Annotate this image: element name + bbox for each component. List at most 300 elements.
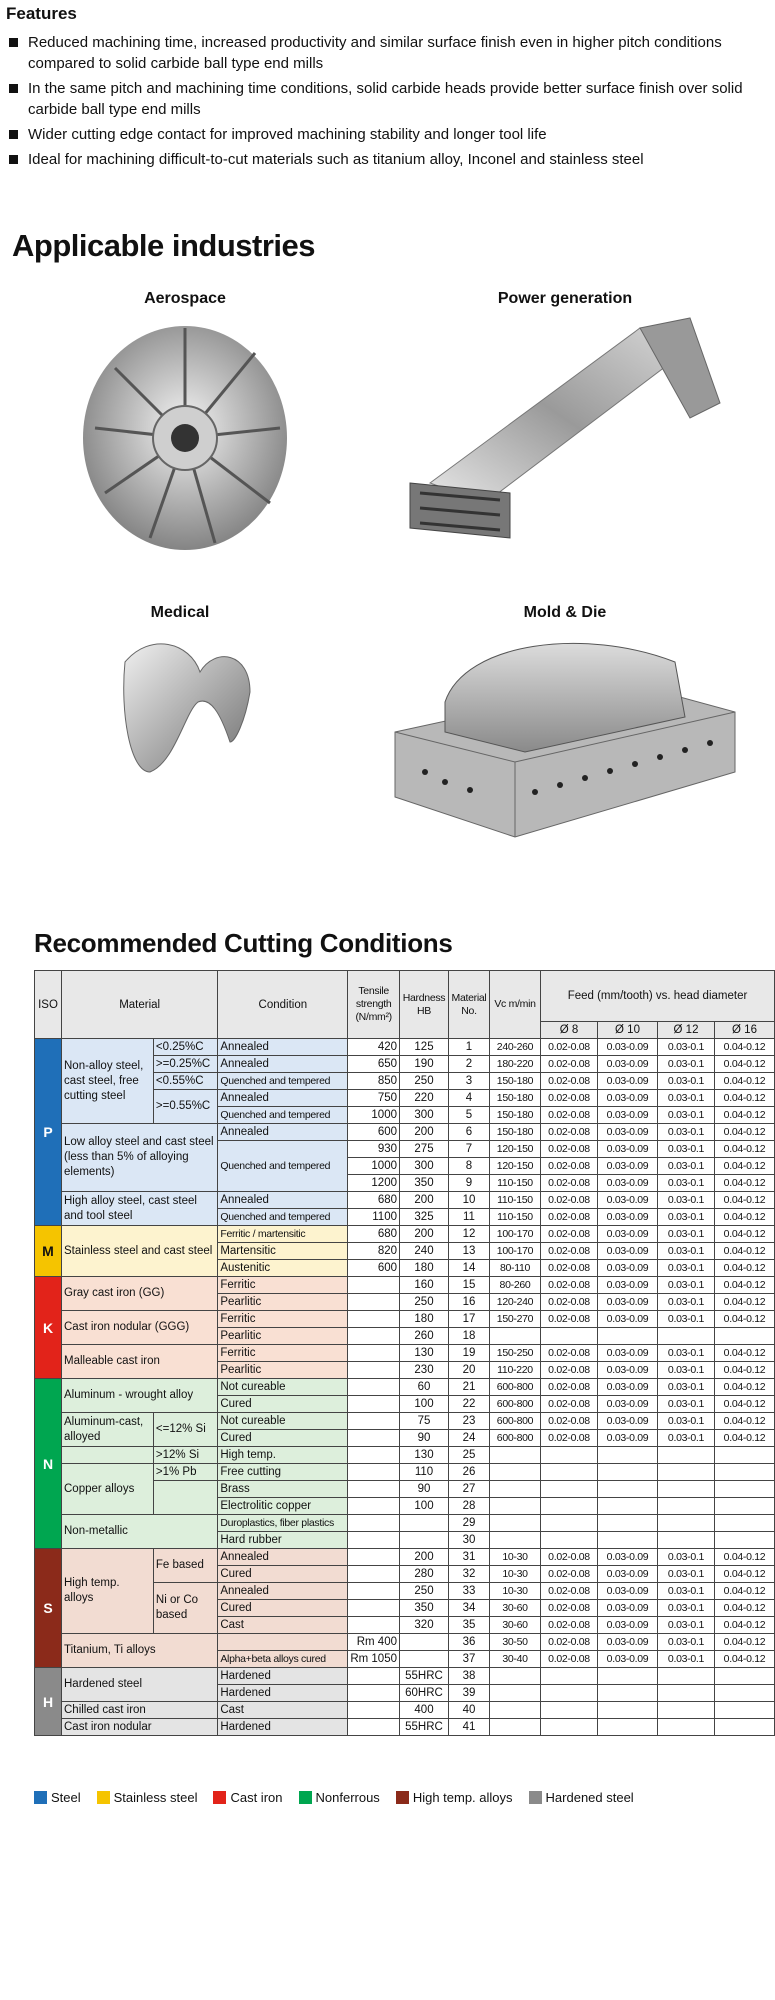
hardness-cell: 280 — [400, 1566, 449, 1583]
vc-cell: 120-240 — [490, 1294, 541, 1311]
material-subtype-cell: >12% Si — [153, 1447, 217, 1464]
legend-swatch — [213, 1791, 226, 1804]
industry-mold-die — [385, 604, 745, 852]
feed-d10-cell: 0.03-0.09 — [598, 1175, 658, 1192]
material-no-cell: 41 — [449, 1719, 490, 1736]
legend-item — [213, 1790, 282, 1805]
vc-cell: 600-800 — [490, 1396, 541, 1413]
condition-cell: Pearlitic — [218, 1328, 348, 1345]
table-row — [35, 1379, 775, 1396]
feed-d10-cell — [598, 1464, 658, 1481]
vc-cell: 110-220 — [490, 1362, 541, 1379]
feed-d12-cell: 0.03-0.1 — [658, 1124, 715, 1141]
feed-d12-cell — [658, 1702, 715, 1719]
feed-d16-cell — [715, 1481, 775, 1498]
material-cell: Titanium, Ti alloys — [62, 1634, 218, 1668]
table-body — [35, 1039, 775, 1736]
hardness-cell: 125 — [400, 1039, 449, 1056]
legend-swatch — [529, 1791, 542, 1804]
feed-d12-cell: 0.03-0.1 — [658, 1430, 715, 1447]
feed-d12-cell: 0.03-0.1 — [658, 1277, 715, 1294]
material-no-cell: 22 — [449, 1396, 490, 1413]
tensile-cell: 680 — [348, 1226, 400, 1243]
hardness-cell: 75 — [400, 1413, 449, 1430]
vc-cell: 240-260 — [490, 1039, 541, 1056]
material-cell: Malleable cast iron — [62, 1345, 218, 1379]
feed-d8-cell: 0.02-0.08 — [541, 1243, 598, 1260]
feed-d16-cell: 0.04-0.12 — [715, 1073, 775, 1090]
feed-d10-cell: 0.03-0.09 — [598, 1566, 658, 1583]
header-d12: Ø 12 — [658, 1022, 715, 1039]
table-row — [35, 1311, 775, 1328]
material-subtype-cell: <0.25%C — [153, 1039, 217, 1056]
feed-d10-cell: 0.03-0.09 — [598, 1345, 658, 1362]
feed-d16-cell: 0.04-0.12 — [715, 1600, 775, 1617]
tensile-cell — [348, 1277, 400, 1294]
tensile-cell: 680 — [348, 1192, 400, 1209]
feed-d16-cell: 0.04-0.12 — [715, 1260, 775, 1277]
material-subtype-cell: Fe based — [153, 1549, 217, 1583]
legend-label: Stainless steel — [113, 1790, 198, 1805]
hardness-cell: 190 — [400, 1056, 449, 1073]
table-row — [35, 1668, 775, 1685]
material-no-cell: 27 — [449, 1481, 490, 1498]
feed-d8-cell — [541, 1447, 598, 1464]
material-subtype-cell: >1% Pb — [153, 1464, 217, 1481]
feed-d10-cell: 0.03-0.09 — [598, 1651, 658, 1668]
feed-d12-cell: 0.03-0.1 — [658, 1566, 715, 1583]
feed-d12-cell: 0.03-0.1 — [658, 1634, 715, 1651]
condition-cell: Cured — [218, 1600, 348, 1617]
condition-cell: Ferritic — [218, 1311, 348, 1328]
vc-cell — [490, 1481, 541, 1498]
feed-d10-cell — [598, 1447, 658, 1464]
industry-aerospace — [70, 290, 300, 568]
feed-d10-cell: 0.03-0.09 — [598, 1413, 658, 1430]
vc-cell: 600-800 — [490, 1379, 541, 1396]
hardness-cell: 180 — [400, 1260, 449, 1277]
feed-d10-cell: 0.03-0.09 — [598, 1549, 658, 1566]
tensile-cell — [348, 1294, 400, 1311]
feed-d10-cell: 0.03-0.09 — [598, 1379, 658, 1396]
condition-cell: Brass — [218, 1481, 348, 1498]
condition-cell: Not cureable — [218, 1379, 348, 1396]
tensile-cell: Rm 400 — [348, 1634, 400, 1651]
condition-cell: Electrolitic copper — [218, 1498, 348, 1515]
feed-d12-cell: 0.03-0.1 — [658, 1549, 715, 1566]
material-no-cell: 31 — [449, 1549, 490, 1566]
feed-d8-cell: 0.02-0.08 — [541, 1124, 598, 1141]
feed-d8-cell — [541, 1498, 598, 1515]
feed-d8-cell — [541, 1481, 598, 1498]
header-hardness: Hardness HB — [400, 971, 449, 1039]
feed-d12-cell: 0.03-0.1 — [658, 1192, 715, 1209]
header-tensile: Tensile strength (N/mm²) — [348, 971, 400, 1039]
condition-cell: Alpha+beta alloys cured — [218, 1651, 348, 1668]
tensile-cell — [348, 1396, 400, 1413]
table-row — [35, 1702, 775, 1719]
vc-cell — [490, 1532, 541, 1549]
vc-cell: 600-800 — [490, 1430, 541, 1447]
feed-d8-cell — [541, 1464, 598, 1481]
material-no-cell: 26 — [449, 1464, 490, 1481]
material-subtype-cell: <=12% Si — [153, 1413, 217, 1447]
condition-cell: Not cureable — [218, 1413, 348, 1430]
condition-cell: Ferritic / martensitic — [218, 1226, 348, 1243]
tensile-cell — [348, 1362, 400, 1379]
condition-cell: Hardened — [218, 1719, 348, 1736]
feed-d16-cell — [715, 1702, 775, 1719]
feature-item: In the same pitch and machining time conditions, solid carbide heads provide better surface finish over solid carbide ball type end mills — [6, 78, 771, 120]
feed-d16-cell: 0.04-0.12 — [715, 1124, 775, 1141]
feed-d10-cell: 0.03-0.09 — [598, 1260, 658, 1277]
feed-d8-cell: 0.02-0.08 — [541, 1362, 598, 1379]
vc-cell: 180-220 — [490, 1056, 541, 1073]
material-no-cell: 23 — [449, 1413, 490, 1430]
feed-d16-cell: 0.04-0.12 — [715, 1396, 775, 1413]
industry-label: Mold & Die — [523, 604, 607, 621]
condition-cell: Pearlitic — [218, 1294, 348, 1311]
material-cell: Aluminum-cast, alloyed — [62, 1413, 154, 1447]
hardness-cell: 180 — [400, 1311, 449, 1328]
feed-d12-cell: 0.03-0.1 — [658, 1056, 715, 1073]
vc-cell: 110-150 — [490, 1192, 541, 1209]
material-subtype-cell: >=0.25%C — [153, 1056, 217, 1073]
feed-d10-cell — [598, 1719, 658, 1736]
feed-d12-cell — [658, 1515, 715, 1532]
feed-d8-cell — [541, 1702, 598, 1719]
condition-cell: Quenched and tempered — [218, 1141, 348, 1192]
feed-d12-cell: 0.03-0.1 — [658, 1379, 715, 1396]
feed-d16-cell: 0.04-0.12 — [715, 1107, 775, 1124]
feed-d8-cell: 0.02-0.08 — [541, 1277, 598, 1294]
table-row — [35, 1464, 775, 1481]
feed-d10-cell: 0.03-0.09 — [598, 1396, 658, 1413]
condition-cell: Hardened — [218, 1685, 348, 1702]
material-no-cell: 12 — [449, 1226, 490, 1243]
vc-cell: 80-260 — [490, 1277, 541, 1294]
features-list — [6, 32, 771, 170]
vc-cell — [490, 1447, 541, 1464]
material-no-cell: 8 — [449, 1158, 490, 1175]
material-no-cell: 38 — [449, 1668, 490, 1685]
material-no-cell: 5 — [449, 1107, 490, 1124]
condition-cell: Annealed — [218, 1056, 348, 1073]
hardness-cell: 55HRC — [400, 1668, 449, 1685]
legend-label: Nonferrous — [315, 1790, 380, 1805]
tensile-cell — [348, 1430, 400, 1447]
feed-d10-cell — [598, 1685, 658, 1702]
material-no-cell: 11 — [449, 1209, 490, 1226]
feed-d10-cell: 0.03-0.09 — [598, 1209, 658, 1226]
feed-d8-cell: 0.02-0.08 — [541, 1583, 598, 1600]
header-feed: Feed (mm/tooth) vs. head diameter — [541, 971, 775, 1022]
feed-d8-cell: 0.02-0.08 — [541, 1549, 598, 1566]
feed-d10-cell — [598, 1328, 658, 1345]
material-no-cell: 16 — [449, 1294, 490, 1311]
material-cell: Low alloy steel and cast steel (less than 5% of alloying elements) — [62, 1124, 218, 1192]
hardness-cell: 100 — [400, 1498, 449, 1515]
features-title: Features — [6, 4, 77, 23]
vc-cell: 150-180 — [490, 1107, 541, 1124]
feed-d8-cell: 0.02-0.08 — [541, 1600, 598, 1617]
condition-cell: Cast — [218, 1702, 348, 1719]
hardness-cell: 250 — [400, 1294, 449, 1311]
material-no-cell: 28 — [449, 1498, 490, 1515]
condition-cell: Free cutting — [218, 1464, 348, 1481]
vc-cell: 120-150 — [490, 1158, 541, 1175]
turbine-impeller-image — [75, 308, 295, 568]
condition-cell: Austenitic — [218, 1260, 348, 1277]
feed-d10-cell: 0.03-0.09 — [598, 1311, 658, 1328]
hardness-cell: 60HRC — [400, 1685, 449, 1702]
iso-group-cell: M — [35, 1226, 62, 1277]
feed-d8-cell: 0.02-0.08 — [541, 1379, 598, 1396]
feed-d16-cell — [715, 1498, 775, 1515]
industries-title: Applicable industries — [12, 228, 316, 263]
material-no-cell: 3 — [449, 1073, 490, 1090]
table-row — [35, 1549, 775, 1566]
vc-cell: 110-150 — [490, 1175, 541, 1192]
tensile-cell — [348, 1583, 400, 1600]
tensile-cell — [348, 1379, 400, 1396]
feed-d12-cell: 0.03-0.1 — [658, 1345, 715, 1362]
feed-d16-cell: 0.04-0.12 — [715, 1277, 775, 1294]
table-row — [35, 1345, 775, 1362]
feed-d16-cell: 0.04-0.12 — [715, 1311, 775, 1328]
tensile-cell — [348, 1311, 400, 1328]
condition-cell: Annealed — [218, 1583, 348, 1600]
feed-d16-cell: 0.04-0.12 — [715, 1209, 775, 1226]
hardness-cell — [400, 1634, 449, 1651]
material-no-cell: 9 — [449, 1175, 490, 1192]
material-no-cell: 36 — [449, 1634, 490, 1651]
material-cell: Cast iron nodular — [62, 1719, 218, 1736]
feed-d12-cell: 0.03-0.1 — [658, 1039, 715, 1056]
knee-implant-image — [80, 622, 280, 782]
tensile-cell: 850 — [348, 1073, 400, 1090]
industry-label: Medical — [150, 604, 210, 621]
material-subtype-cell — [153, 1481, 217, 1515]
table-row — [35, 1447, 775, 1464]
tensile-cell: 600 — [348, 1260, 400, 1277]
material-no-cell: 1 — [449, 1039, 490, 1056]
condition-cell: Annealed — [218, 1192, 348, 1209]
tensile-cell: 420 — [348, 1039, 400, 1056]
material-no-cell: 10 — [449, 1192, 490, 1209]
legend-item — [34, 1790, 81, 1805]
cutting-conditions-table — [34, 970, 775, 1736]
tensile-cell — [348, 1549, 400, 1566]
condition-cell: Quenched and tempered — [218, 1209, 348, 1226]
material-subtype-cell: Ni or Co based — [153, 1583, 217, 1634]
header-material: Material — [62, 971, 218, 1039]
tensile-cell: 650 — [348, 1056, 400, 1073]
feed-d10-cell: 0.03-0.09 — [598, 1600, 658, 1617]
legend-item — [97, 1790, 198, 1805]
hardness-cell: 130 — [400, 1447, 449, 1464]
feed-d12-cell: 0.03-0.1 — [658, 1090, 715, 1107]
feed-d10-cell: 0.03-0.09 — [598, 1430, 658, 1447]
material-cell: Aluminum - wrought alloy — [62, 1379, 218, 1413]
table-row — [35, 1413, 775, 1430]
feed-d10-cell: 0.03-0.09 — [598, 1107, 658, 1124]
legend-label: Steel — [51, 1790, 81, 1805]
material-no-cell: 30 — [449, 1532, 490, 1549]
feed-d16-cell — [715, 1464, 775, 1481]
hardness-cell: 200 — [400, 1549, 449, 1566]
feed-d10-cell: 0.03-0.09 — [598, 1583, 658, 1600]
feed-d16-cell: 0.04-0.12 — [715, 1379, 775, 1396]
condition-cell: Annealed — [218, 1039, 348, 1056]
tensile-cell — [348, 1447, 400, 1464]
hardness-cell: 240 — [400, 1243, 449, 1260]
hardness-cell: 110 — [400, 1464, 449, 1481]
tensile-cell — [348, 1345, 400, 1362]
feed-d8-cell — [541, 1668, 598, 1685]
table-row — [35, 1515, 775, 1532]
feed-d12-cell: 0.03-0.1 — [658, 1141, 715, 1158]
legend-label: Hardened steel — [545, 1790, 634, 1805]
feed-d12-cell: 0.03-0.1 — [658, 1311, 715, 1328]
feed-d8-cell: 0.02-0.08 — [541, 1158, 598, 1175]
tensile-cell — [348, 1685, 400, 1702]
table-header — [35, 971, 775, 1039]
feed-d12-cell: 0.03-0.1 — [658, 1294, 715, 1311]
feed-d12-cell — [658, 1447, 715, 1464]
feed-d16-cell: 0.04-0.12 — [715, 1583, 775, 1600]
tensile-cell: 1100 — [348, 1209, 400, 1226]
condition-cell: Hardened — [218, 1668, 348, 1685]
vc-cell: 150-180 — [490, 1124, 541, 1141]
iso-group-cell: S — [35, 1549, 62, 1668]
material-no-cell: 17 — [449, 1311, 490, 1328]
hardness-cell: 350 — [400, 1175, 449, 1192]
condition-cell: Pearlitic — [218, 1362, 348, 1379]
legend-label: Cast iron — [230, 1790, 283, 1805]
feed-d8-cell: 0.02-0.08 — [541, 1294, 598, 1311]
tensile-cell — [348, 1413, 400, 1430]
vc-cell: 100-170 — [490, 1226, 541, 1243]
feed-d12-cell: 0.03-0.1 — [658, 1073, 715, 1090]
feed-d12-cell: 0.03-0.1 — [658, 1583, 715, 1600]
legend-item — [529, 1790, 634, 1805]
feed-d16-cell — [715, 1532, 775, 1549]
header-vc: Vc m/min — [490, 971, 541, 1039]
feed-d10-cell: 0.03-0.09 — [598, 1243, 658, 1260]
feed-d12-cell: 0.03-0.1 — [658, 1600, 715, 1617]
table-row — [35, 1192, 775, 1209]
feed-d12-cell: 0.03-0.1 — [658, 1209, 715, 1226]
material-no-cell: 37 — [449, 1651, 490, 1668]
vc-cell — [490, 1702, 541, 1719]
material-no-cell: 29 — [449, 1515, 490, 1532]
feed-d12-cell — [658, 1532, 715, 1549]
vc-cell: 150-180 — [490, 1090, 541, 1107]
hardness-cell: 300 — [400, 1158, 449, 1175]
header-material-no: Material No. — [449, 971, 490, 1039]
material-no-cell: 24 — [449, 1430, 490, 1447]
hardness-cell: 100 — [400, 1396, 449, 1413]
vc-cell: 150-180 — [490, 1073, 541, 1090]
feed-d10-cell: 0.03-0.09 — [598, 1090, 658, 1107]
feed-d12-cell: 0.03-0.1 — [658, 1243, 715, 1260]
tensile-cell — [348, 1702, 400, 1719]
feed-d8-cell: 0.02-0.08 — [541, 1039, 598, 1056]
material-no-cell: 21 — [449, 1379, 490, 1396]
feed-d12-cell — [658, 1464, 715, 1481]
vc-cell — [490, 1668, 541, 1685]
condition-cell: Annealed — [218, 1549, 348, 1566]
vc-cell — [490, 1685, 541, 1702]
hardness-cell: 160 — [400, 1277, 449, 1294]
vc-cell: 100-170 — [490, 1243, 541, 1260]
table-row — [35, 1634, 775, 1651]
tensile-cell: 600 — [348, 1124, 400, 1141]
tensile-cell: 1000 — [348, 1107, 400, 1124]
feed-d8-cell — [541, 1685, 598, 1702]
hardness-cell: 250 — [400, 1583, 449, 1600]
feed-d8-cell: 0.02-0.08 — [541, 1107, 598, 1124]
feed-d10-cell: 0.03-0.09 — [598, 1634, 658, 1651]
vc-cell: 150-270 — [490, 1311, 541, 1328]
tensile-cell — [348, 1600, 400, 1617]
feed-d10-cell: 0.03-0.09 — [598, 1141, 658, 1158]
feed-d12-cell — [658, 1668, 715, 1685]
hardness-cell — [400, 1651, 449, 1668]
legend-swatch — [34, 1791, 47, 1804]
industry-power-generation — [390, 290, 740, 558]
industry-medical — [80, 604, 280, 782]
feed-d12-cell: 0.03-0.1 — [658, 1175, 715, 1192]
material-no-cell: 19 — [449, 1345, 490, 1362]
feed-d16-cell: 0.04-0.12 — [715, 1549, 775, 1566]
feed-d12-cell: 0.03-0.1 — [658, 1260, 715, 1277]
vc-cell — [490, 1719, 541, 1736]
feed-d16-cell: 0.04-0.12 — [715, 1651, 775, 1668]
hardness-cell: 230 — [400, 1362, 449, 1379]
hardness-cell — [400, 1515, 449, 1532]
material-no-cell: 18 — [449, 1328, 490, 1345]
feed-d8-cell: 0.02-0.08 — [541, 1192, 598, 1209]
condition-cell: Martensitic — [218, 1243, 348, 1260]
legend-swatch — [299, 1791, 312, 1804]
hardness-cell: 55HRC — [400, 1719, 449, 1736]
tensile-cell: 1200 — [348, 1175, 400, 1192]
hardness-cell — [400, 1532, 449, 1549]
tensile-cell — [348, 1498, 400, 1515]
feed-d8-cell: 0.02-0.08 — [541, 1413, 598, 1430]
condition-cell — [218, 1634, 348, 1651]
material-cell: High temp. alloys — [62, 1549, 154, 1634]
feed-d12-cell — [658, 1481, 715, 1498]
vc-cell: 30-40 — [490, 1651, 541, 1668]
hardness-cell: 200 — [400, 1124, 449, 1141]
legend-item — [299, 1790, 380, 1805]
material-subtype-cell: <0.55%C — [153, 1073, 217, 1090]
feed-d12-cell — [658, 1719, 715, 1736]
material-no-cell: 32 — [449, 1566, 490, 1583]
condition-cell: Cured — [218, 1396, 348, 1413]
table-row — [35, 1039, 775, 1056]
feed-d10-cell — [598, 1668, 658, 1685]
feed-d8-cell — [541, 1532, 598, 1549]
iso-group-cell: N — [35, 1379, 62, 1549]
vc-cell: 30-60 — [490, 1617, 541, 1634]
feed-d10-cell: 0.03-0.09 — [598, 1192, 658, 1209]
vc-cell: 30-50 — [490, 1634, 541, 1651]
condition-cell: Cast — [218, 1617, 348, 1634]
